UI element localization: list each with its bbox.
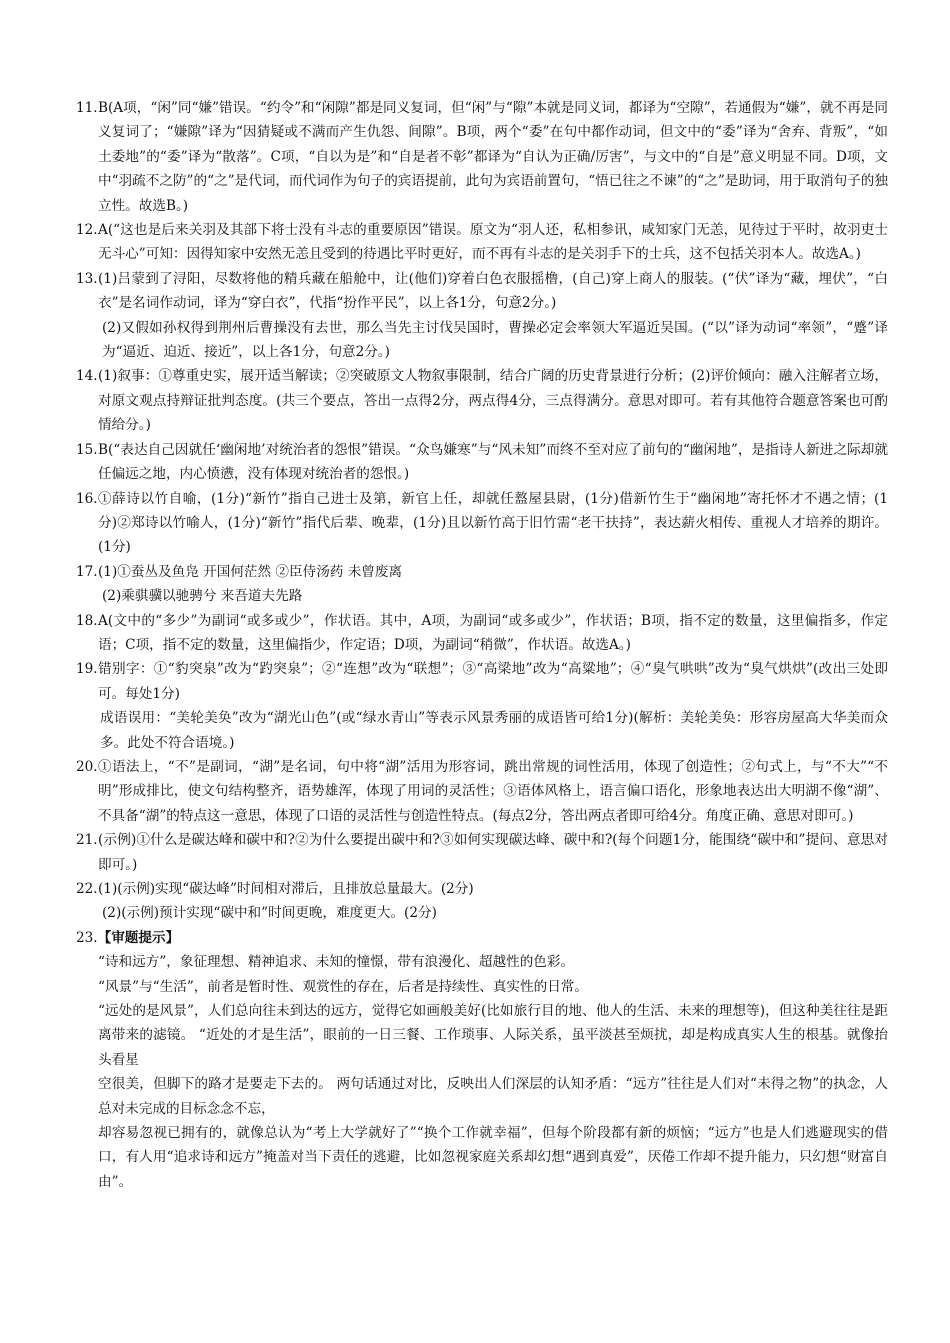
answer-text: 成语误用：“美轮美奂”改为“湖光山色”(或“绿水青山”等表示风景秀丽的成语皆可给1分)(解析：美轮美奂：形容房屋高大华美而众多。此处不符合语境。) xyxy=(100,710,888,751)
answer-text: (2)又假如孙权得到荆州后曹操没有去世，那么当先主讨伐吴国时，曹操必定会率领大军逼近吴国。(“以”译为动词“率领”，“蹙”译为“逼近、迫近、接近”，以上各1分，句意2分。) xyxy=(102,319,888,361)
answer-number: 17. xyxy=(76,563,98,580)
essay-paragraph: “远处的是风景”，人们总向往未到达的远方，觉得它如画般美好(比如旅行目的地、他人的生活、未来的理想等)，但这种美往往是距离带来的滤镜。 “近处的才是生活”，眼前的一日三餐、工作琐事、人际关系，虽平淡甚至烦扰，却是构成真实人生的根基。就像抬头看星 xyxy=(98,1003,888,1068)
essay-heading xyxy=(76,926,888,950)
answer-number: 22. xyxy=(76,881,98,897)
answer-text: (1)叙事：①尊重史实，展开适当解读；②突破原文人物叙事限制，结合广阔的历史背景进行分析；(2)评价倾向：融入注解者立场，对原文观点持辩证批判态度。(共三个要点，答出一点得2分，两点得4分，三点得满分。意思对即可。若有其他符合题意答案也可酌情给分。) xyxy=(98,368,888,434)
answer-text: (2)乘骐骥以驰骋兮 来吾道夫先路 xyxy=(102,588,303,605)
answer-number: 15. xyxy=(76,441,98,458)
answer-text: ①薛诗以竹自喻，(1分)“新竹”指自己进士及第，新官上任，却就任盩屋县尉，(1分)借新竹生于“幽闲地”寄托怀才不遇之情；(1分)②郑诗以竹喻人，(1分)“新竹”指代后辈、晚辈，(1分)且以新竹高于旧竹需“老干扶持”，表达薪火相传、重视人才培养的期许。(1分) xyxy=(98,490,888,556)
essay-paragraph: 却容易忽视已拥有的，就像总认为“考上大学就好了”“换个工作就幸福”，但每个阶段都有新的烦恼；“远方”也是人们逃避现实的借口，有人用“追求诗和远方”掩盖对当下责任的逃避，比如忽视家庭关系却幻想“遇到真爱”，厌倦工作却不提升能力，只幻想“财富自由”。 xyxy=(98,1125,888,1190)
answer-text: A(“这也是后来关羽及其部下将士没有斗志的重要原因”错误。原文为“羽人还，私相参讯，咸知家门无恙，见待过于平时，故羽吏士无斗心”可知：因得知家中安然无恙且受到的待遇比平时更好，而不再有斗志的是关羽手下的士兵，这不包括关羽本人。故选A。) xyxy=(98,222,888,263)
answer-item-13 xyxy=(76,267,888,365)
answer-text: B(A项，“闲”同“嫌”错误。“约令”和“闲隙”都是同义复词，但“闲”与“隙”本就是同义词，都译为“空隙”，若通假为“嫌”，就不再是同义复词了；“嫌隙”译为“因猜疑或不满而产生仇怨、间隙”。B项，两个“委”在句中都作动词，但文中的“委”译为“舍弃、背叛”，“如土委地”的“委”译为“散落”。C项，“自以为是”和“自是者不彰”都译为“自认为正确/厉害”，与文中的“自是”意义明显不同。D项，文中“羽疏不之防”的“之”是代词，而代词作为句子的宾语提前，此句为宾语前置句，“悟已往之不谏”的“之”是助词，用于取消句子的独立性。故选B。) xyxy=(98,100,888,214)
answer-item-18 xyxy=(76,609,888,658)
essay-paragraph: “诗和远方”，象征理想、精神追求、未知的憧憬，带有浪漫化、超越性的色彩。 xyxy=(98,954,575,971)
essay-paragraph: 空很美，但脚下的路才是要走下去的。 两句话通过对比，反映出人们深层的认知矛盾：“远方”往往是人们对“未得之物”的执念，人总对未完成的目标念念不忘， xyxy=(98,1076,888,1117)
answer-item-16 xyxy=(76,487,888,560)
answer-item-20 xyxy=(76,755,888,828)
answer-number: 20. xyxy=(76,758,98,775)
answer-number: 21. xyxy=(76,832,98,849)
answer-item-21 xyxy=(76,828,888,877)
answer-number: 19. xyxy=(76,661,98,678)
answer-text: 错别字：①“豹突泉”改为“趵突泉”；②“连想”改为“联想”；③“高梁地”改为“高粱地”；④“臭气哄哄”改为“臭气烘烘”(改出三处即可。每处1分) xyxy=(98,661,888,702)
answer-item-19 xyxy=(76,657,888,755)
answer-item-14 xyxy=(76,364,888,437)
answer-text: (2)(示例)预计实现“碳中和”时间更晚，难度更大。(2分) xyxy=(102,905,437,922)
answer-text: (1)①蚕丛及鱼凫 开国何茫然 ②臣侍汤药 未曾废离 xyxy=(98,563,403,580)
answer-text: (示例)①什么是碳达峰和碳中和?②为什么要提出碳中和?③如何实现碳达峰、碳中和?(每个问题1分，能围绕“碳中和”提问、意思对即可。) xyxy=(98,832,888,873)
answer-item-23 xyxy=(76,926,888,1194)
answer-text: B(“表达自己因就任‘幽闲地’对统治者的怨恨”错误。“众鸟嫌寒”与“风未知”而终不至对应了前句的“幽闲地”，是指诗人新进之际却就任偏远之地，内心愤懑，没有体现对统治者的怨恨。) xyxy=(98,441,888,483)
answer-item-15 xyxy=(76,438,888,487)
answer-number: 11. xyxy=(76,100,98,116)
answer-number: 14. xyxy=(76,368,98,385)
answer-text: (1)吕蒙到了浔阳，尽数将他的精兵藏在船舱中，让(他们)穿着白色衣服摇橹，(自己)穿上商人的服装。(“伏”译为“藏，埋伏”，“白衣”是名词作动词，译为“穿白衣”，代指“扮作平民”，以上各1分，句意2分。) xyxy=(98,270,888,312)
answer-number: 23. xyxy=(76,929,98,946)
answer-number: 16. xyxy=(76,490,98,507)
essay-heading-label: 【审题提示】 xyxy=(97,929,180,946)
answer-number: 12. xyxy=(76,222,98,239)
answer-number: 13. xyxy=(76,270,98,287)
essay-paragraph: “风景”与“生活”，前者是暂时性、观赏性的存在，后者是持续性、真实性的日常。 xyxy=(98,978,588,995)
answer-text: ①语法上，“不”是副词，“湖”是名词，句中将“湖”活用为形容词，跳出常规的词性活用，体现了创造性；②句式上，与“不大”“不明”形成排比，使文句结构整齐，语势雄浑，体现了用词的灵活性；③语体风格上，语言偏口语化，形象地表达出大明湖不像“湖”、不具备“湖”的特点这一意思，体现了口语的灵活性与创造性特点。(每点2分，答出两点者即可给4分。角度正确、意思对即可。) xyxy=(98,758,888,824)
answer-item-17 xyxy=(76,560,888,609)
answer-item-11 xyxy=(76,96,888,218)
answer-text: (1)(示例)实现“碳达峰”时间相对滞后，且排放总量最大。(2分) xyxy=(98,881,474,897)
answer-item-12 xyxy=(76,218,888,267)
answer-text: A(文中的“多少”为副词“或多或少”，作状语。其中，A项，为副词“或多或少”，作状语；B项，指不定的数量，这里偏指多，作定语；C项，指不定的数量，这里偏指少，作定语；D项，为副词“稍微”，作状语。故选A。) xyxy=(98,612,888,653)
answer-number: 18. xyxy=(76,612,98,629)
answer-item-22 xyxy=(76,877,888,926)
